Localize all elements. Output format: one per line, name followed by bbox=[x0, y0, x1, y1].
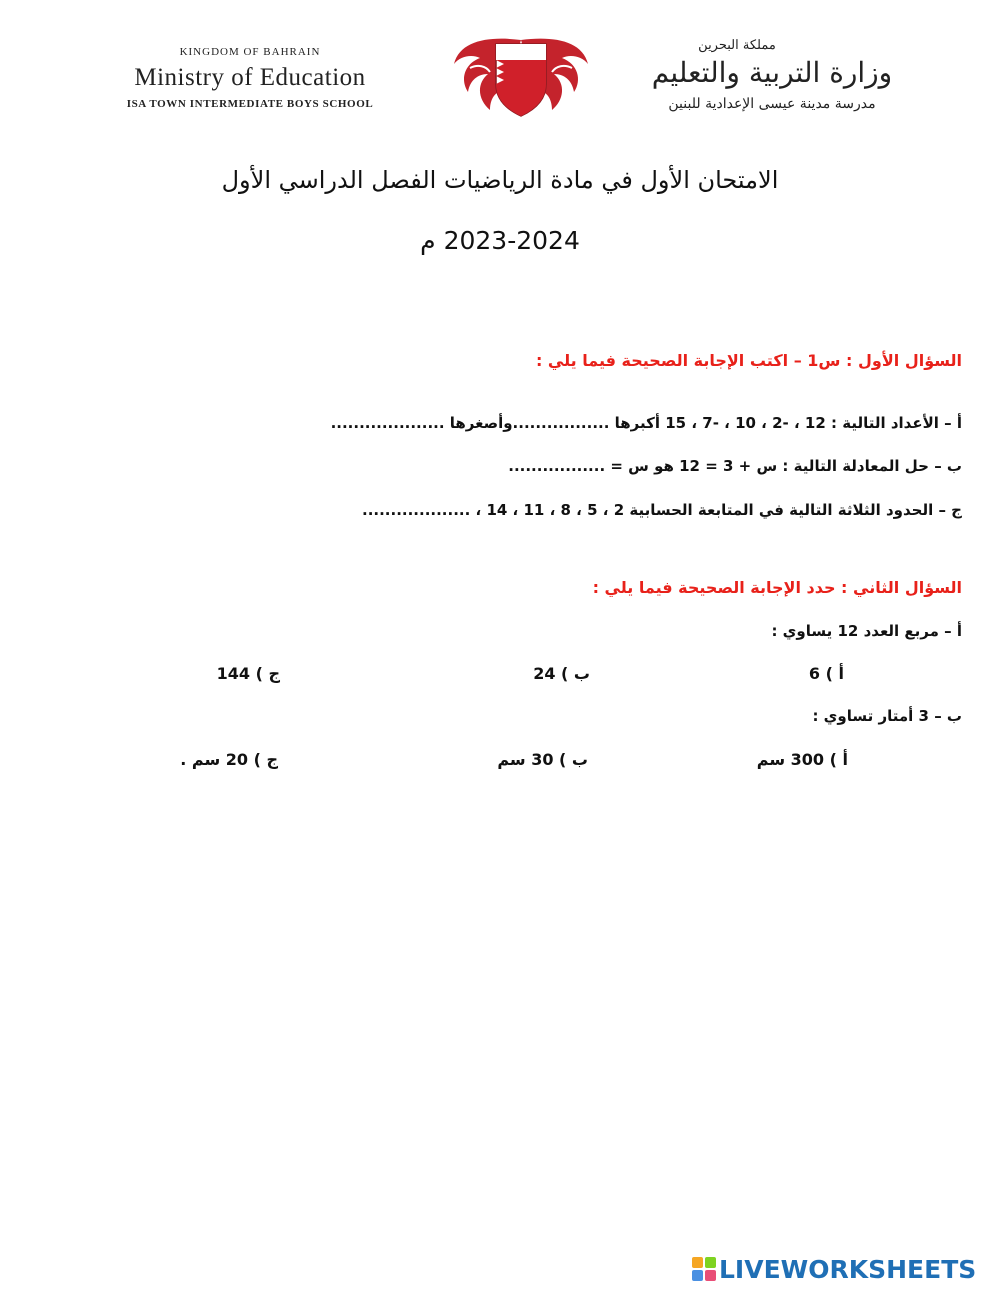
letterhead bbox=[60, 34, 942, 118]
question2-a-option-a[interactable]: أ ) 6 bbox=[808, 664, 844, 683]
question2-item-a-prompt: أ – مربع العدد 12 يساوي : bbox=[771, 622, 962, 640]
question2-b-option-b[interactable]: ب ) 30 سم bbox=[497, 750, 588, 769]
exam-title: الامتحان الأول في مادة الرياضيات الفصل الدراسي الأول bbox=[221, 166, 779, 194]
liveworksheets-logo-icon bbox=[692, 1257, 716, 1281]
question1-heading: السؤال الأول : س1 – اكتب الإجابة الصحيحة فيما يلي : bbox=[535, 351, 962, 370]
kingdom-name-en: KINGDOM OF BAHRAIN bbox=[179, 46, 321, 58]
liveworksheets-brand bbox=[692, 1254, 976, 1284]
exam-year: 2023-2024 م bbox=[420, 226, 580, 255]
question2-heading: السؤال الثاني : حدد الإجابة الصحيحة فيما يلي : bbox=[592, 578, 962, 597]
question1-item-b: ب – حل المعادلة التالية : س + 3 = 12 هو س = ................. bbox=[508, 457, 962, 475]
question2-b-option-c[interactable]: ج ) 20 سم . bbox=[180, 750, 278, 769]
letterhead-arabic bbox=[602, 34, 942, 118]
letterhead-english bbox=[60, 34, 440, 118]
question2-a-option-b[interactable]: ب ) 24 bbox=[533, 664, 590, 683]
liveworksheets-brand-text: LIVEWORKSHEETS bbox=[719, 1254, 977, 1284]
ministry-name-en: Ministry of Education bbox=[134, 64, 366, 91]
school-name-ar: مدرسة مدينة عيسى الإعدادية للبنين bbox=[668, 96, 876, 112]
school-name-en: ISA TOWN INTERMEDIATE BOYS SCHOOL bbox=[126, 98, 374, 110]
question2-item-b-prompt: ب – 3 أمتار تساوي : bbox=[812, 707, 962, 725]
question1-item-a: أ – الأعداد التالية : 12 ، -2 ، 10 ، -7 ، 15 أكبرها .................وأصغرها .................... bbox=[330, 414, 962, 432]
kingdom-name-ar: مملكة البحرين bbox=[698, 38, 776, 53]
question2-a-option-c[interactable]: ج ) 144 bbox=[216, 664, 280, 683]
question2-b-option-a[interactable]: أ ) 300 سم bbox=[756, 750, 848, 769]
question1-item-c: ج – الحدود الثلاثة التالية في المتابعة الحسابية 2 ، 5 ، 8 ، 11 ، 14 ، ................... bbox=[362, 501, 962, 519]
bahrain-crest-logo bbox=[450, 34, 592, 118]
ministry-name-ar: وزارة التربية والتعليم bbox=[651, 56, 893, 89]
